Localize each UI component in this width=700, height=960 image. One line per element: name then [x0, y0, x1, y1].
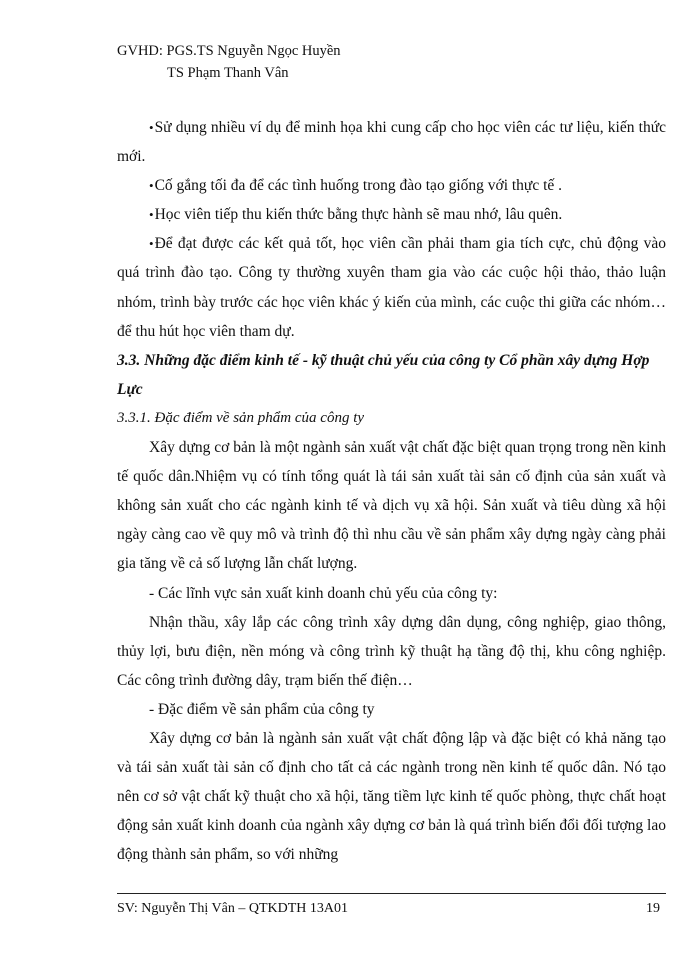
footer-student-info: SV: Nguyễn Thị Vân – QTKDTH 13A01 [117, 901, 348, 916]
paragraph-intro: Xây dựng cơ bản là một ngành sản xuất vật chất đặc biệt quan trọng trong nền kinh tế quốc dân.Nhiệm vụ có tính tổng quát là tái sản xuất tài sản cố định của sản xuất và không sản xuất cho các ngành kinh tế và dịch vụ xã hội. Sản xuất và tiêu dùng xã hội ngày càng cao về quy mô và trình độ thì nhu cầu về sản phẩm xây dựng ngày càng phải gia tăng về cả số lượng lẫn chất lượng. [117, 439, 666, 573]
paragraph-product-features: Xây dựng cơ bản là ngành sản xuất vật chất động lập và đặc biệt có khả năng tạo và tái sản xuất tài sản cố định cho tất cả các ngành trong nền kinh tế quốc dân. Nó tạo nên cơ sở vật chất kỹ thuật cho xã hội, tăng tiềm lực kinh tế quốc phòng, thực chất hoạt động sản xuất kinh doanh của ngành xây dựng cơ bản là quá trình biến đổi đối tượng lao động thành sản phẩm, so với những [117, 729, 666, 864]
header-supervisor-line-2: TS Phạm Thanh Vân [167, 65, 289, 81]
header-supervisor-line-1: GVHD: PGS.TS Nguyễn Ngọc Huyền [117, 43, 341, 59]
bullet-text: Sử dụng nhiều ví dụ để minh họa khi cung cấp cho học viên các tư liệu, kiến thức mới. [117, 119, 666, 166]
footer-divider [117, 893, 666, 894]
section-heading: 3.3. Những đặc điểm kinh tế - kỹ thuật chủ yếu của công ty Cổ phần xây dựng Hợp Lực [117, 351, 650, 398]
subsection-heading: 3.3.1. Đặc điểm về sản phẩm của công ty [117, 409, 365, 426]
page-number: 19 [646, 901, 660, 916]
bullet-item [117, 200, 666, 229]
page-body [117, 113, 666, 869]
bullet-text: Để đạt được các kết quả tốt, học viên cần phải tham gia tích cực, chủ động vào quá trình đào tạo. Công ty thường xuyên tham gia vào các cuộc hội thảo, thảo luận nhóm, trình bày trước các học viên khác ý kiến của mình, các cuộc thi giữa các nhóm…để thu hút học viên tham dự. [117, 235, 666, 340]
bullet-text: Học viên tiếp thu kiến thức bằng thực hành sẽ mau nhớ, lâu quên. [154, 206, 563, 224]
page-footer [117, 901, 666, 917]
paragraph-business-fields-label: - Các lĩnh vực sản xuất kinh doanh chủ yếu của công ty: [149, 584, 498, 602]
bullet-item [117, 171, 666, 200]
bullet-item [117, 113, 666, 171]
paragraph-business-fields: Nhận thầu, xây lắp các công trình xây dựng dân dụng, công nghiệp, giao thông, thủy lợi, bưu điện, nền móng và công trình kỹ thuật hạ tầng độ thị, khu công nghiệp. Các công trình đường dây, trạm biến thế điện… [117, 613, 666, 689]
page-header [117, 40, 341, 84]
bullet-text: Cố gắng tối đa để các tình huống trong đào tạo giống với thực tế . [154, 177, 563, 195]
bullet-item [117, 229, 666, 345]
paragraph-product-features-label: - Đặc điểm về sản phẩm của công ty [149, 700, 375, 718]
